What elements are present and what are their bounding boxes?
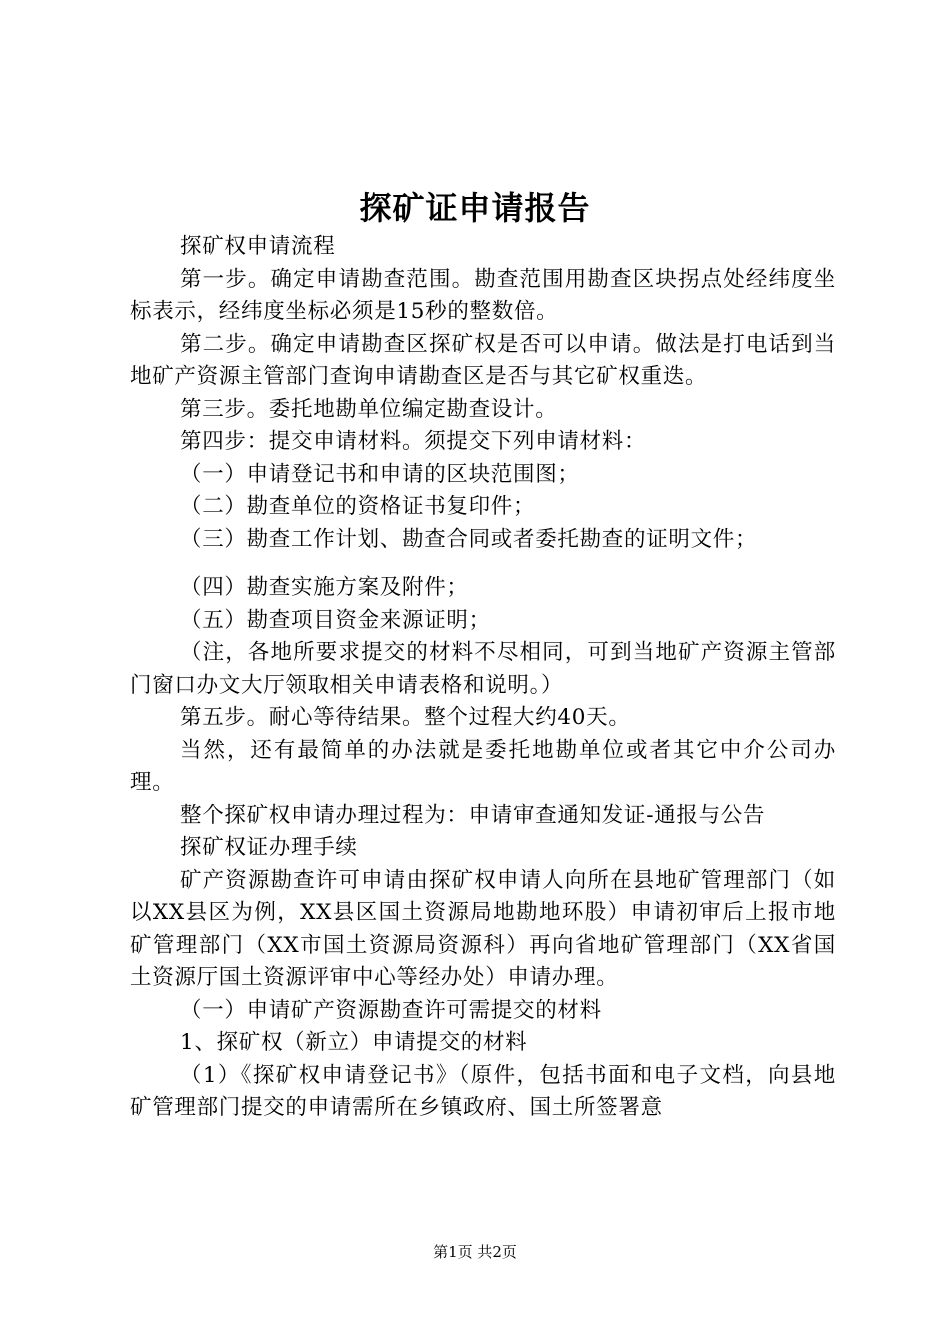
paragraph: （三）勘查工作计划、勘查合同或者委托勘查的证明文件； bbox=[180, 526, 758, 552]
document-title: 探矿证申请报告 bbox=[359, 189, 591, 227]
paragraph: 当然，还有最简单的办法就是委托地勘单位或者其它中介公司办理。 bbox=[130, 737, 836, 795]
paragraph: 第一步。确定申请勘查范围。勘查范围用勘查区块拐点处经纬度坐标表示，经纬度坐标必须是15秒的整数倍。 bbox=[130, 266, 836, 324]
paragraph: 第四步：提交申请材料。须提交下列申请材料： bbox=[180, 429, 647, 454]
paragraph: 探矿权申请流程 bbox=[180, 234, 336, 259]
paragraph: （注，各地所要求提交的材料不尽相同，可到当地矿产资源主管部门窗口办文大厅领取相关申请表格和说明。） bbox=[130, 640, 836, 698]
paragraph: （一）申请矿产资源勘查许可需提交的材料 bbox=[180, 997, 602, 1023]
paragraph: 1、探矿权（新立）申请提交的材料 bbox=[180, 1030, 528, 1055]
paragraph: 探矿权证办理手续 bbox=[180, 835, 358, 860]
paragraph: 矿产资源勘查许可申请由探矿权申请人向所在县地矿管理部门（如以XX县区为例，XX县区国土资源局地勘地环股）申请初审后上报市地矿管理部门（XX市国土资源局资源科）再向省地矿管理部门（XX省国土资源厅国土资源评审中心等经办处）申请办理。 bbox=[130, 867, 836, 990]
paragraph: （五）勘查项目资金来源证明； bbox=[180, 607, 491, 633]
paragraph: （1）《探矿权申请登记书》（原件，包括书面和电子文档，向县地矿管理部门提交的申请需所在乡镇政府、国土所签署意 bbox=[130, 1062, 836, 1120]
paragraph: 整个探矿权申请办理过程为：申请审查通知发证-通报与公告 bbox=[180, 802, 766, 828]
paragraph: 第五步。耐心等待结果。整个过程大约40天。 bbox=[180, 705, 631, 730]
paragraph: （二）勘查单位的资格证书复印件； bbox=[180, 494, 536, 519]
paragraph: 第二步。确定申请勘查区探矿权是否可以申请。做法是打电话到当地矿产资源主管部门查询申请勘查区是否与其它矿权重迭。 bbox=[130, 331, 836, 389]
document-body bbox=[130, 231, 836, 1125]
paragraph: （一）申请登记书和申请的区块范围图； bbox=[180, 461, 580, 487]
paragraph: 第三步。委托地勘单位编定勘查设计。 bbox=[180, 396, 558, 422]
paragraph: （四）勘查实施方案及附件； bbox=[180, 575, 469, 600]
page-footer: 第1页 共2页 bbox=[433, 1243, 517, 1261]
